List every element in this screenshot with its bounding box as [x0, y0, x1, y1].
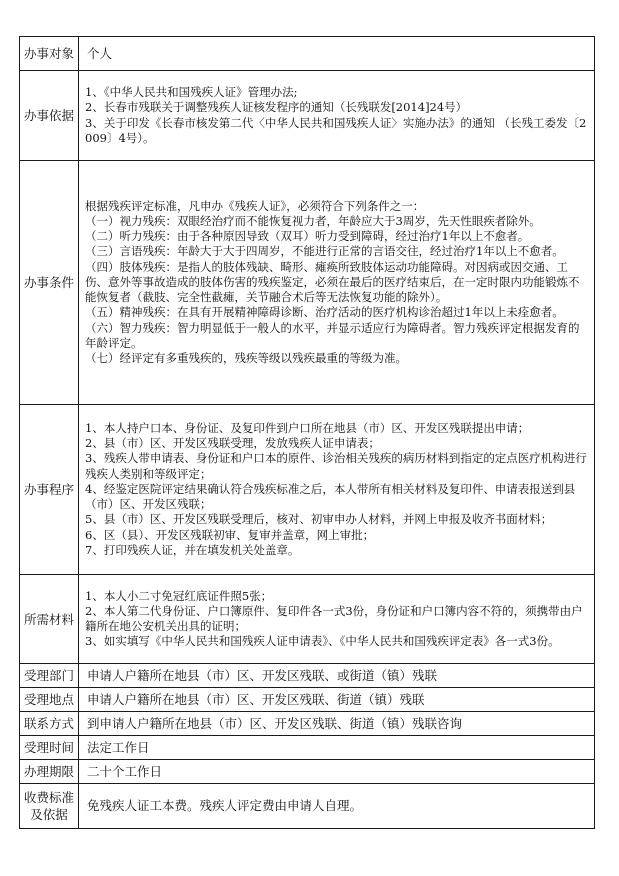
row-value: 二十个工作日 — [79, 760, 595, 784]
row-value — [79, 405, 595, 575]
text-line: 7、打印残疾人证，并在填发机关处盖章。 — [85, 542, 300, 557]
row-value — [79, 71, 595, 161]
row-label: 办事程序 — [20, 405, 79, 575]
table-row — [20, 688, 595, 712]
row-label: 受理地点 — [20, 688, 79, 712]
text-line: （四）肢体残疾：是指人的肢体残缺、畸形、瘫痪所致肢体运动功能障碍。对因病或因交通、工伤、意外等事故造成的肢体伤害的残疾鉴定，必须在最后的医疗结束后，在一定时限内功能锻炼不能恢复者（截肢、完全性截瘫，关节融合术后等无法恢复功能的除外）。 — [85, 259, 580, 305]
row-label: 办事对象 — [20, 37, 79, 71]
text-line: 3、关于印发《长春市核发第二代〈中华人民共和国残疾人证〉实施办法》的通知 （长残工委发〔2009〕4号）。 — [85, 115, 587, 145]
text-line: 3、残疾人带申请表、身份证和户口本的原件、诊治相关残疾的病历材料到指定的定点医疗机构进行残疾人类别和等级评定； — [85, 451, 587, 481]
row-value: 个人 — [79, 37, 595, 71]
text-line: 2、县（市）区、开发区残联受理，发放残疾人证申请表； — [85, 436, 380, 451]
row-value: 免残疾人证工本费。残疾人评定费由申请人自理。 — [79, 784, 595, 829]
text-line: 3、如实填写《中华人民共和国残疾人证申请表》、《中华人民共和国残疾评定表》各一式3份。 — [85, 634, 560, 649]
row-label: 受理时间 — [20, 736, 79, 760]
table-row — [20, 712, 595, 736]
text-line: （六）智力残疾：智力明显低于一般人的水平，并显示适应行为障碍者。智力残疾评定根据发育的年龄评定。 — [85, 320, 580, 350]
text-line: （七）经评定有多重残疾的，残疾等级以残疾最重的等级为准。 — [85, 350, 407, 365]
table-row — [20, 664, 595, 688]
text-line: （二）听力残疾：由于各种原因导致（双耳）听力受到障碍，经过治疗1年以上不愈者。 — [85, 229, 530, 244]
row-label: 联系方式 — [20, 712, 79, 736]
text-line: 6、区（县）、开发区残联初审、复审并盖章，网上审批； — [85, 527, 375, 542]
table-row — [20, 784, 595, 829]
row-value — [79, 575, 595, 664]
row-label: 受理部门 — [20, 664, 79, 688]
text-line: 4、经鉴定医院评定结果确认符合残疾标准之后，本人带所有相关材料及复印件、申请表报送到县（市）区、开发区残联； — [85, 481, 576, 512]
table-row — [20, 405, 595, 575]
text-line: （三）言语残疾：年龄大于大于四周岁，不能进行正常的言语交往，经过治疗1年以上不愈者。 — [85, 244, 564, 259]
table-row — [20, 760, 595, 784]
row-value: 申请人户籍所在地县（市）区、开发区残联、街道（镇）残联 — [79, 688, 595, 712]
row-label: 办事依据 — [20, 71, 79, 161]
row-label: 收费标准及依据 — [20, 784, 79, 829]
text-line: 5、县（市）区、开发区残联受理后，核对、初审申办人材料，并网上申报及收齐书面材料； — [85, 512, 553, 527]
text-line: 2、本人第二代身份证、户口簿原件、复印件各一式3份，身份证和户口簿内容不符的，须携带由户籍所在地公安机关出具的证明； — [85, 603, 583, 633]
row-label: 办理期限 — [20, 760, 79, 784]
table-row — [20, 37, 595, 71]
row-value: 到申请人户籍所在地县（市）区、开发区残联、街道（镇）残联咨询 — [79, 712, 595, 736]
table-row — [20, 575, 595, 664]
text-line: （一）视力残疾：双眼经治疗而不能恢复视力者，年龄应大于3周岁，先天性眼疾者除外。 — [85, 214, 541, 229]
table-row — [20, 736, 595, 760]
text-line: （五）精神残疾：在具有开展精神障碍诊断、治疗活动的医疗机构诊治超过1年以上未痊愈者。 — [85, 305, 564, 320]
row-label: 办事条件 — [20, 161, 79, 405]
text-line: 1、本人持户口本、身份证、及复印件到户口所在地县（市）区、开发区残联提出申请； — [85, 421, 530, 436]
table-row — [20, 71, 595, 161]
text-line: 1、本人小二寸免冠红底证件照5张； — [85, 588, 273, 603]
row-value: 法定工作日 — [79, 736, 595, 760]
table-row — [20, 161, 595, 405]
text-line: 1、《中华人民共和国残疾人证》管理办法; — [85, 85, 298, 100]
text-line: 2、长春市残联关于调整残疾人证核发程序的通知（长残联发[2014]24号） — [85, 100, 468, 115]
text-line: 根据残疾评定标准，凡申办《残疾人证》，必须符合下列条件之一： — [85, 198, 425, 213]
service-guide-table — [19, 36, 595, 829]
row-value — [79, 161, 595, 405]
row-label: 所需材料 — [20, 575, 79, 664]
row-value: 申请人户籍所在地县（市）区、开发区残联、或街道（镇）残联 — [79, 664, 595, 688]
